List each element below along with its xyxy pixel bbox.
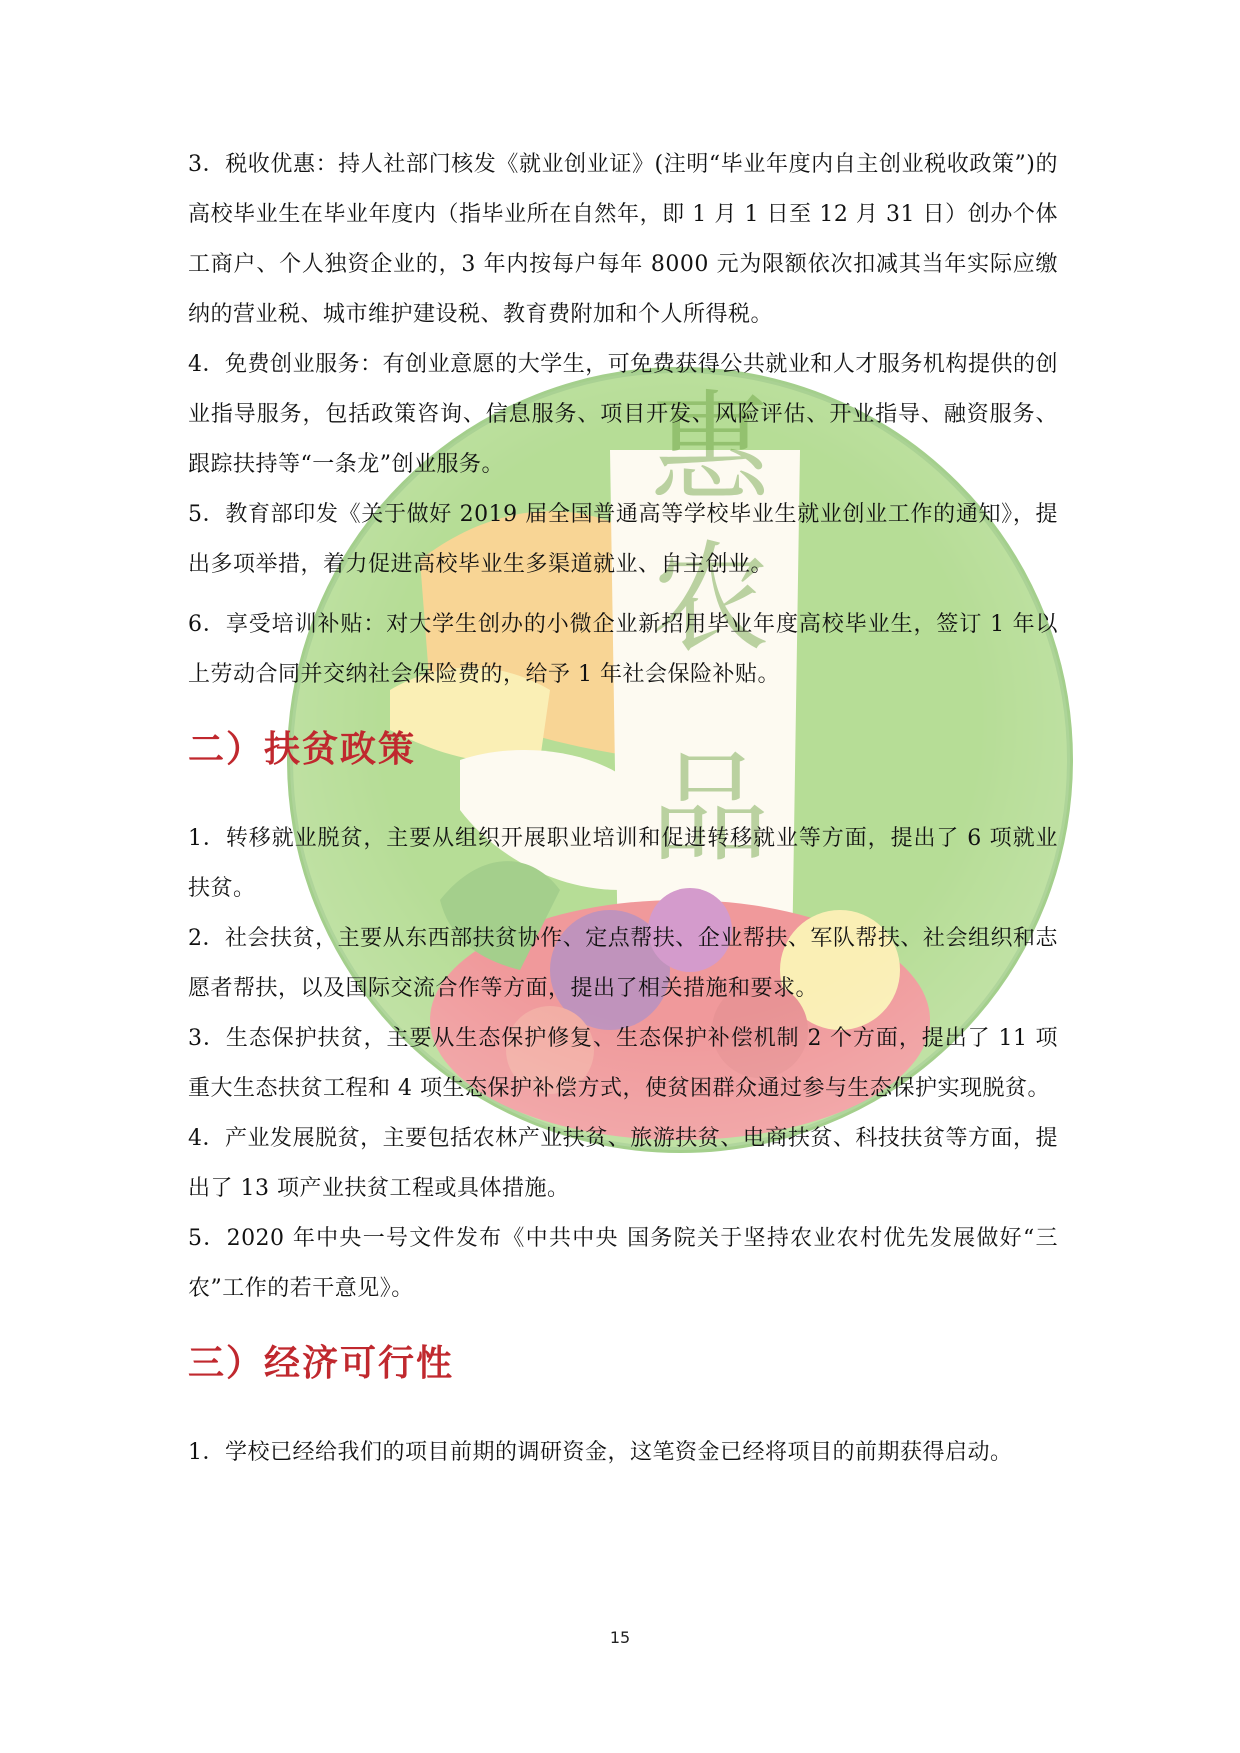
poverty-paragraph-5: 5．2020 年中央一号文件发布《中共中央 国务院关于坚持农业农村优先发展做好“三农”工作的若干意见》。 (188, 1226, 1058, 1301)
policy-paragraph-5: 5．教育部印发《关于做好 2019 届全国普通高等学校毕业生就业创业工作的通知》，提出多项举措，着力促进高校毕业生多渠道就业、自主创业。 (188, 502, 1058, 577)
watermark-char-2: 农 (650, 530, 770, 669)
poverty-paragraph-4: 4．产业发展脱贫，主要包括农林产业扶贫、旅游扶贫、电商扶贫、科技扶贫等方面，提出了 13 项产业扶贫工程或具体措施。 (188, 1126, 1058, 1201)
poverty-paragraph-3: 3．生态保护扶贫，主要从生态保护修复、生态保护补偿机制 2 个方面，提出了 11 项重大生态扶贫工程和 4 项生态保护补偿方式，使贫困群众通过参与生态保护实现脱贫。 (188, 1026, 1058, 1101)
policy-paragraph-4: 4．免费创业服务：有创业意愿的大学生，可免费获得公共就业和人才服务机构提供的创业指导服务，包括政策咨询、信息服务、项目开发、风险评估、开业指导、融资服务、跟踪扶持等“一条龙”创业服务。 (188, 352, 1058, 477)
poverty-paragraph-2: 2．社会扶贫，主要从东西部扶贫协作、定点帮扶、企业帮扶、军队帮扶、社会组织和志愿者帮扶，以及国际交流合作等方面，提出了相关措施和要求。 (188, 926, 1058, 1001)
watermark-char-1: 惠 (650, 380, 770, 519)
poverty-paragraph-1: 1．转移就业脱贫，主要从组织开展职业培训和促进转移就业等方面，提出了 6 项就业扶贫。 (188, 826, 1058, 901)
policy-paragraph-3: 3．税收优惠：持人社部门核发《就业创业证》(注明“毕业年度内自主创业税收政策”)的高校毕业生在毕业年度内（指毕业所在自然年，即 1 月 1 日至 12 月 31 日）创办个体工商户、个人独资企业的，3 年内按每户每年 8000 元为限额依次扣减其当年实际应缴纳的营业税、城市维护建设税、教育费附加和个人所得税。 (188, 152, 1058, 327)
section-title-economic: 三）经济可行性 (188, 1343, 455, 1384)
section-title-poverty: 二）扶贫政策 (188, 729, 417, 770)
watermark-char-3: 品 (650, 740, 770, 879)
document-body (188, 140, 1058, 1478)
policy-paragraph-6: 6．享受培训补贴：对大学生创办的小微企业新招用毕业年度高校毕业生，签订 1 年以上劳动合同并交纳社会保险费的，给予 1 年社会保险补贴。 (188, 612, 1058, 687)
economic-paragraph-1: 1．学校已经给我们的项目前期的调研资金，这笔资金已经将项目的前期获得启动。 (188, 1440, 1013, 1465)
page-number: 15 (609, 1628, 631, 1647)
